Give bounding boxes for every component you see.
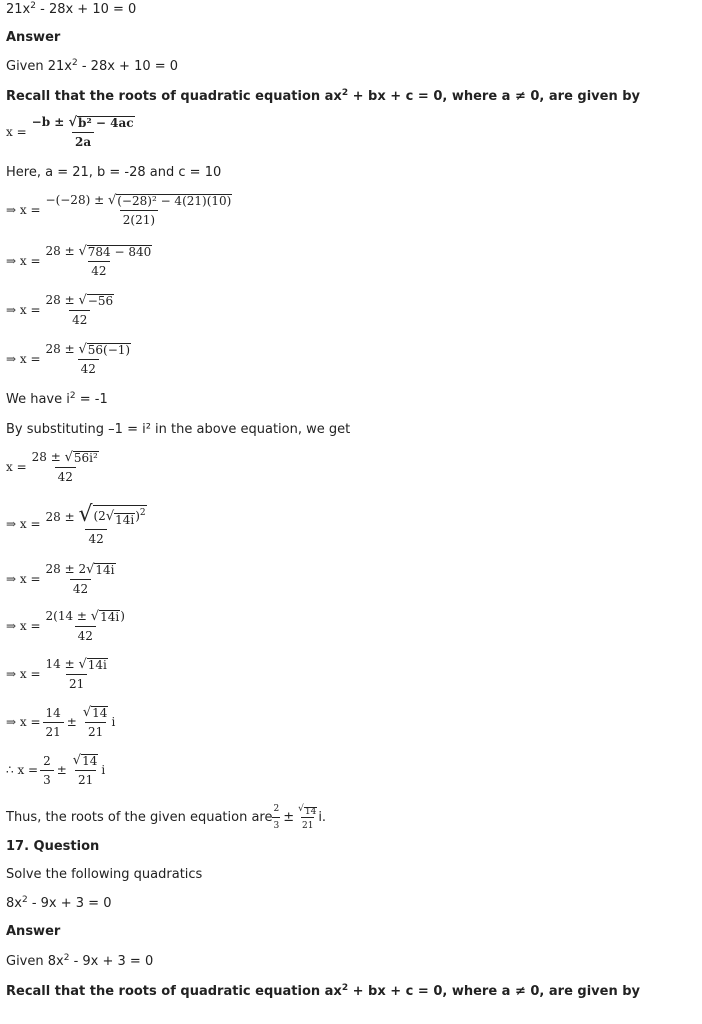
q17-answer-label: Answer	[6, 924, 61, 939]
q16-equation: $21x^2 - 28x + 10 = 0$	[6, 1, 137, 17]
step-4: ⇒ x = 28 ± √ 56(−1) 42	[6, 342, 131, 376]
q17-given: Given $8x^2 - 9x + 3 = 0$	[6, 953, 154, 969]
q17-heading: 17. Question	[6, 839, 100, 854]
i-squared-note: We have $i^2 = -1$	[6, 391, 108, 407]
quadratic-formula: x = −b ± √ b² − 4ac 2a	[6, 115, 134, 149]
step-3: ⇒ x = 28 ± √ −56 42	[6, 293, 114, 327]
step-7: ⇒ x = 28 ± 2 √ 14i 42	[6, 562, 115, 596]
q16-coefficients: Here, a = 21, b = -28 and c = 10	[6, 165, 222, 180]
q16-recall-text: Recall that the roots of quadratic equation $ax^2$ + bx + c = 0, where a ≠ 0, are given by	[6, 88, 641, 104]
q17-equation: $8x^2 - 9x + 3 = 0$	[6, 895, 112, 911]
step-1: ⇒ x = −(−28) ± √ (−28)² − 4(21)(10) 2(21)	[6, 193, 232, 227]
q17-instruction: Solve the following quadratics	[6, 867, 203, 882]
step-2: ⇒ x = 28 ± √ 784 − 840 42	[6, 244, 152, 278]
step-8: ⇒ x = 2(14 ± √ 14i ) 42	[6, 609, 125, 643]
step-11: ∴ x = $\frac{2}{3}$ ± √ 14 21 i	[6, 753, 106, 787]
q16-given: Given $21x^2 - 28x + 10 = 0$	[6, 58, 179, 74]
step-5: x = 28 ± √ 56i² 42	[6, 450, 98, 484]
step-6: ⇒ x = 28 ± √ (2 √ 14i )$^2$ 42	[6, 502, 146, 546]
step-9: ⇒ x = 14 ± √ 14i 21	[6, 657, 107, 691]
substitution-note: By substituting –1 = i² in the above equation, we get	[6, 422, 351, 437]
step-10: ⇒ x = $\frac{14}{21}$ ± √ 14 21 i	[6, 705, 116, 739]
roots-conclusion: Thus, the roots of the given equation are $\frac{2}{3}$ ± √ 14 21 i.	[6, 801, 326, 834]
q16-answer-label: Answer	[6, 30, 61, 45]
q17-recall-text: Recall that the roots of quadratic equation $ax^2$ + bx + c = 0, where a ≠ 0, are given by	[6, 983, 641, 999]
